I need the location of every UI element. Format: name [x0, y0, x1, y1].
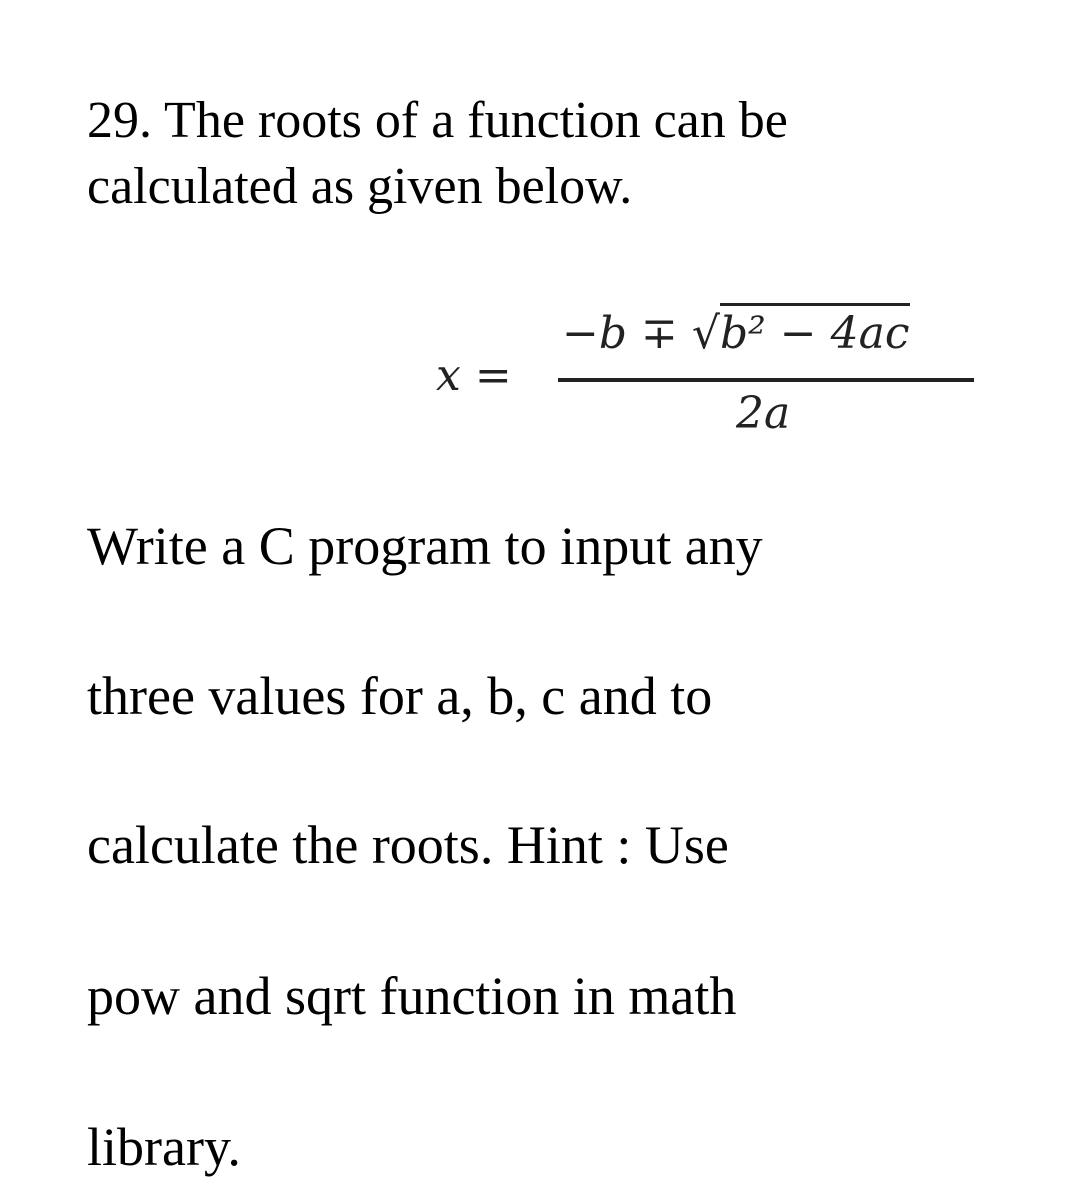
- formula-equals-sign: =: [474, 350, 512, 401]
- radicand-b-squared: b²: [719, 308, 766, 359]
- body-line-4: pow and sqrt function in math: [87, 966, 737, 1026]
- numerator-minus-plus-sign: ∓: [641, 308, 678, 359]
- sqrt-sign: √: [691, 308, 720, 359]
- formula-lhs: [436, 350, 512, 401]
- body-line-3: calculate the roots. Hint : Use: [87, 815, 729, 875]
- radicand-minus-sign: −: [779, 308, 817, 359]
- formula-numerator: [562, 310, 910, 358]
- numerator-minus-b: −b: [562, 308, 628, 359]
- formula-variable-x: x: [436, 350, 461, 401]
- question-heading: [87, 88, 1047, 220]
- body-line-5: library.: [87, 1117, 241, 1177]
- quadratic-formula: [436, 292, 996, 452]
- question-line-1: 29. The roots of a function can be: [87, 92, 788, 149]
- body-line-1: Write a C program to input any: [87, 516, 763, 576]
- body-line-2: three values for a, b, c and to: [87, 666, 713, 726]
- formula-denominator: [736, 390, 790, 438]
- radicand: [720, 303, 910, 359]
- fraction-bar: [558, 378, 974, 382]
- question-line-2: calculated as given below.: [87, 158, 633, 215]
- denominator-2a: 2a: [736, 388, 791, 439]
- radicand-4ac: 4ac: [830, 308, 910, 359]
